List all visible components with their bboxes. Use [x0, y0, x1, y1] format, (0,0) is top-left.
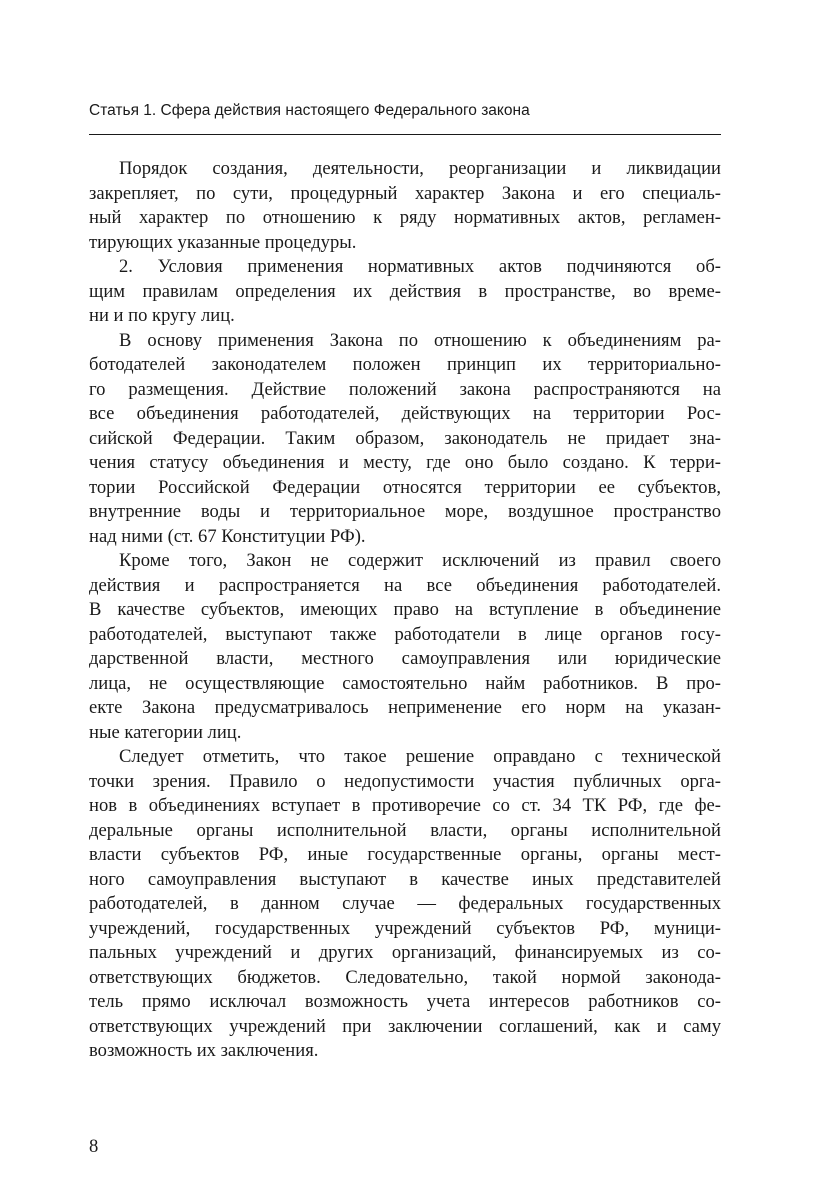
- text-line: действия и распространяется на все объединения работодателей.: [89, 574, 721, 596]
- text-line: В качестве субъектов, имеющих право на вступление в объединение: [89, 599, 721, 620]
- text-line: деральные органы исполнительной власти, органы исполнительной: [89, 819, 721, 841]
- text-line: ный характер по отношению к ряду нормативных актов, регламен-: [89, 207, 721, 228]
- text-line: ни и по кругу лиц.: [89, 305, 235, 326]
- text-line: екте Закона предусматривалось неприменение его норм на указан-: [89, 697, 721, 718]
- body-text: [89, 157, 721, 1064]
- paragraph: [89, 745, 721, 1064]
- text-line: щим правилам определения их действия в пространстве, во време-: [89, 280, 721, 302]
- text-line: Кроме того, Закон не содержит исключений из правил своего: [119, 550, 721, 571]
- running-head-title: Статья 1. Сфера действия настоящего Федерального закона: [89, 102, 530, 119]
- text-line: тирующих указанные процедуры.: [89, 231, 357, 253]
- text-line: работодателей, в данном случае — федеральных государственных: [89, 893, 721, 914]
- text-line: возможность их заключения.: [89, 1040, 319, 1061]
- paragraph: [89, 549, 721, 745]
- text-line: нов в объединениях вступает в противоречие со ст. 34 ТК РФ, где фе-: [89, 795, 721, 816]
- paragraph: [89, 329, 721, 550]
- text-line: тель прямо исключал возможность учета интересов работников со-: [89, 991, 721, 1012]
- text-line: сийской Федерации. Таким образом, законодатель не придает зна-: [89, 427, 721, 449]
- text-line: дарственной власти, местного самоуправления или юридические: [89, 648, 721, 669]
- text-line: пальных учреждений и других организаций, финансируемых из со-: [89, 942, 721, 963]
- text-line: Порядок создания, деятельности, реорганизации и ликвидации: [119, 158, 721, 179]
- text-line: внутренние воды и территориальное море, воздушное пространство: [89, 501, 721, 522]
- text-line: закрепляет, по сути, процедурный характер Закона и его специаль-: [89, 182, 721, 204]
- text-line: Следует отметить, что такое решение оправдано с технической: [119, 746, 721, 767]
- text-line: учреждений, государственных учреждений субъектов РФ, муници-: [89, 917, 721, 939]
- page-number: 8: [89, 1136, 99, 1157]
- paragraph: [89, 255, 721, 329]
- paragraph: [89, 157, 721, 255]
- text-line: ботодателей законодателем положен принцип их территориально-: [89, 354, 721, 375]
- text-line: В основу применения Закона по отношению к объединениям ра-: [119, 329, 721, 351]
- text-line: точки зрения. Правило о недопустимости участия публичных орга-: [89, 770, 721, 792]
- text-line: тории Российской Федерации относятся территории ее субъектов,: [89, 476, 721, 498]
- text-line: ответствующих бюджетов. Следовательно, такой нормой законода-: [89, 966, 721, 988]
- text-line: ного самоуправления выступают в качестве иных представителей: [89, 868, 721, 890]
- text-line: го размещения. Действие положений закона распространяются на: [89, 378, 721, 400]
- text-line: ные категории лиц.: [89, 721, 242, 743]
- text-line: все объединения работодателей, действующих на территории Рос-: [89, 403, 721, 424]
- text-line: чения статусу объединения и месту, где оно было создано. К терри-: [89, 452, 721, 473]
- text-line: власти субъектов РФ, иные государственные органы, органы мест-: [89, 844, 721, 865]
- header-divider: [89, 134, 721, 135]
- text-line: 2. Условия применения нормативных актов подчиняются об-: [119, 256, 721, 277]
- text-line: над ними (ст. 67 Конституции РФ).: [89, 525, 366, 547]
- text-line: работодателей, выступают также работодатели в лице органов госу-: [89, 623, 721, 645]
- text-line: лица, не осуществляющие самостоятельно найм работников. В про-: [89, 672, 721, 694]
- text-line: ответствующих учреждений при заключении соглашений, как и саму: [89, 1015, 721, 1037]
